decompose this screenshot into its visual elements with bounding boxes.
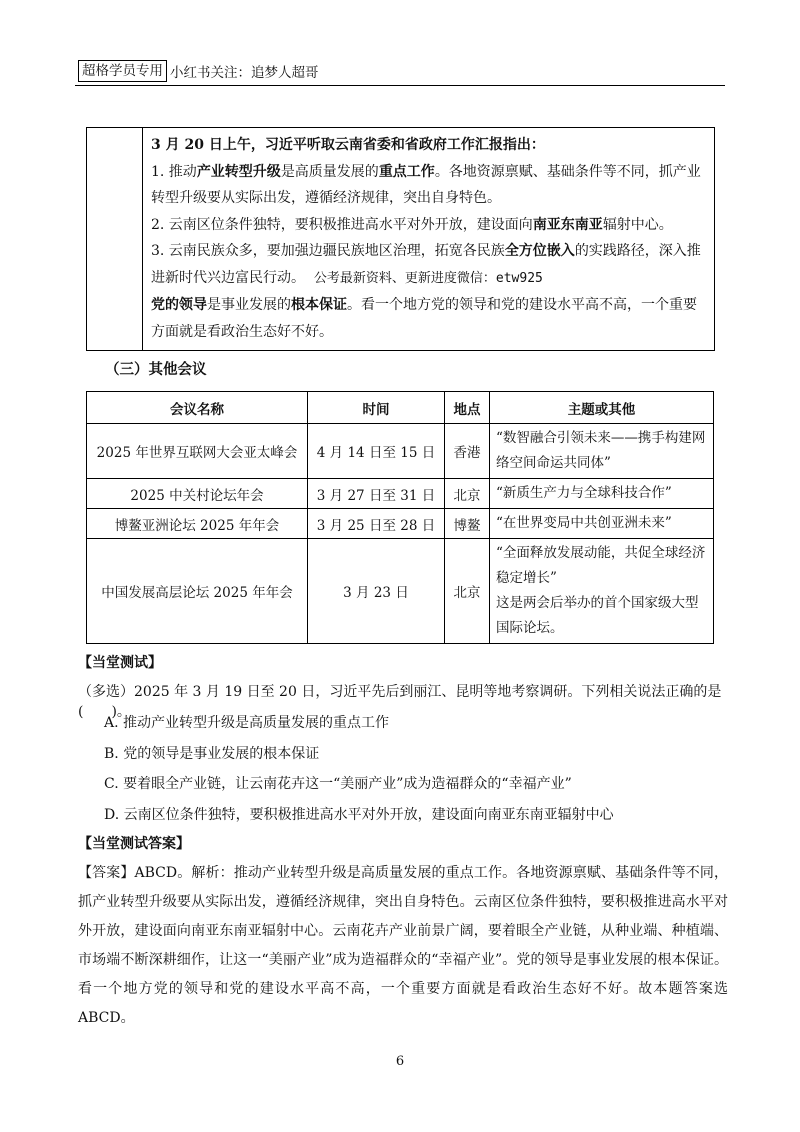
text: 。各地资源禀赋、基础条件等不同，抓产业转型升级要从实际出发，遵循经济规律，突出自身特色。: [151, 163, 701, 206]
text: 是高质量发展的: [280, 163, 379, 180]
bold-text: 重点工作: [378, 163, 435, 180]
summary-point-2: [151, 212, 706, 239]
table-header-row: [87, 392, 714, 424]
summary-content: [151, 132, 706, 345]
table-row: [87, 509, 714, 539]
page-header: [78, 60, 319, 82]
cell-topic: [490, 539, 714, 644]
cell-name: 中国发展高层论坛 2025 年年会: [87, 539, 308, 644]
text: 。看一个地方党的领导和党的建设水平高不高，一个重要方面就是看政治生态好不好。: [151, 297, 697, 340]
col-header-place: 地点: [445, 392, 490, 424]
table-row: [87, 424, 714, 479]
cell-name: 博鳌亚洲论坛 2025 年年会: [87, 509, 308, 539]
cell-place: 北京: [445, 539, 490, 644]
page-number: 6: [395, 1054, 405, 1069]
quiz-option-d: D. 云南区位条件独特，要积极推进高水平对外开放，建设面向南亚东南亚辐射中心: [104, 807, 614, 823]
text: 的实践路径，深入推进新时代兴边富民行动。: [151, 243, 701, 286]
cell-time: 3 月 25 日至 28 日: [308, 509, 445, 539]
answer-title: 【当堂测试答案】: [78, 836, 190, 852]
quiz-title: 【当堂测试】: [78, 655, 162, 671]
cell-place: 北京: [445, 479, 490, 509]
col-header-name: 会议名称: [87, 392, 308, 424]
cell-topic: “新质生产力与全球科技合作”: [490, 479, 714, 509]
bold-text: 产业转型升级: [196, 163, 281, 180]
cell-time: 3 月 27 日至 31 日: [308, 479, 445, 509]
table-row: [87, 479, 714, 509]
text: 是事业发展的: [207, 297, 291, 313]
cell-place: 博鳌: [445, 509, 490, 539]
topic-note: 这是两会后举办的首个国家级大型国际论坛。: [496, 595, 699, 636]
cell-time: 3 月 23 日: [308, 539, 445, 644]
table-row: [87, 539, 714, 644]
summary-point-1: [151, 159, 706, 212]
header-text: 小红书关注：追梦人超哥: [170, 65, 319, 81]
summary-point-4: [151, 292, 706, 345]
summary-point-3: [151, 238, 706, 292]
wechat-note: 公考最新资料、更新进度微信：etw925: [313, 270, 543, 286]
quiz-stem: （多选）2025 年 3 月 19 日至 20 日，习近平先后到丽江、昆明等地考察调研。下列相关说法正确的是( )。: [78, 684, 722, 720]
answer-text: 【答案】ABCD。解析：推动产业转型升级是高质量发展的重点工作。各地资源禀赋、基础条件等不同，抓产业转型升级要从实际出发，遵循经济规律，突出自身特色。云南区位条件独特，要积极推进高水平对外开放，建设面向南亚东南亚辐射中心。云南花卉产业前景广阔，要着眼全产业链，从种业端、种植端、市场端不断深耕细作，让这一“美丽产业”成为造福群众的“幸福产业”。党的领导是事业发展的根本保证。看一个地方党的领导和党的建设水平高不高，一个重要方面就是看政治生态好不好。故本题答案选 ABCD。: [78, 865, 728, 1026]
topic-line: “全面释放发展动能，共促全球经济稳定增长”: [496, 545, 706, 586]
header-divider: [75, 85, 725, 86]
text: 3. 云南民族众多，要加强边疆民族地区治理，拓宽各民族: [151, 243, 505, 259]
col-header-topic: 主题或其他: [490, 392, 714, 424]
text: 1. 推动: [151, 163, 197, 180]
section-title: （三）其他会议: [105, 361, 207, 378]
quiz-option-a: A. 推动产业转型升级是高质量发展的重点工作: [104, 715, 390, 731]
cell-name: 2025 中关村论坛年会: [87, 479, 308, 509]
text: 2. 云南区位条件独特，要积极推进高水平对外开放，建设面向: [151, 216, 533, 233]
cell-topic: “在世界变局中共创亚洲未来”: [490, 509, 714, 539]
header-badge: 超格学员专用: [78, 60, 167, 82]
quiz-option-b: B. 党的领导是事业发展的根本保证: [104, 746, 320, 762]
bold-text: 党的领导: [151, 297, 207, 313]
summary-box: [86, 127, 715, 351]
meetings-table: [86, 391, 714, 644]
cell-place: 香港: [445, 424, 490, 479]
bold-text: 南亚东南亚: [532, 216, 603, 233]
cell-topic: “数智融合引领未来——携手构建网络空间命运共同体”: [490, 424, 714, 479]
bold-text: 全方位嵌入: [504, 243, 575, 259]
cell-time: 4 月 14 日至 15 日: [308, 424, 445, 479]
summary-intro: 3 月 20 日上午，习近平听取云南省委和省政府工作汇报指出：: [151, 137, 545, 153]
col-header-time: 时间: [308, 392, 445, 424]
text: 辐射中心。: [602, 216, 673, 233]
cell-name: 2025 年世界互联网大会亚太峰会: [87, 424, 308, 479]
summary-box-left-cell: [87, 128, 143, 350]
bold-text: 根本保证: [291, 297, 347, 313]
quiz-option-c: C. 要着眼全产业链，让云南花卉这一“美丽产业”成为造福群众的“幸福产业”: [104, 776, 572, 792]
